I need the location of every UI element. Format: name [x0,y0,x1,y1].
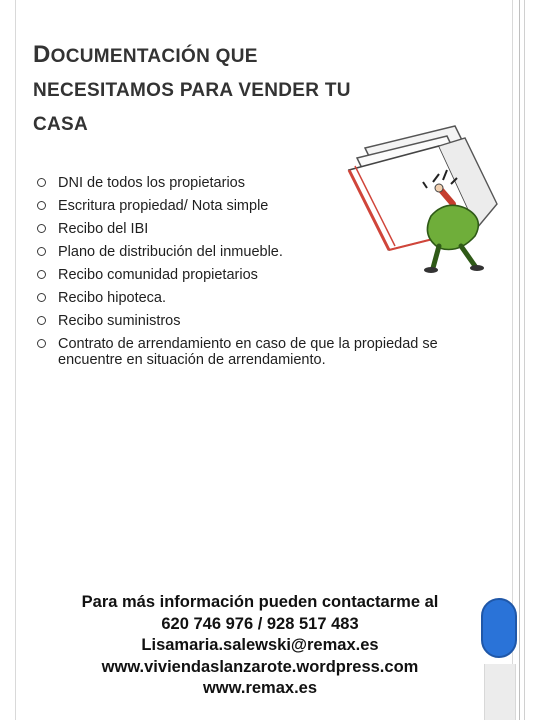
list-item [36,332,466,371]
list-item-text: Plano de distribución del inmueble. [58,243,283,260]
title-line-1-rest: OCUMENTACIÓN QUE [50,46,258,67]
list-item-text: DNI de todos los propietarios [58,174,245,191]
bullet-icon [37,178,46,187]
list-item-text: Recibo del IBI [58,220,149,237]
list-item [36,286,466,309]
bullet-icon [37,339,46,348]
blue-oval-decoration [481,598,517,658]
contact-intro: Para más información pueden contactarme al [81,593,439,611]
bullet-icon [37,224,46,233]
man-under-documents-clipart [335,108,510,273]
list-item-text: Recibo hipoteca. [58,289,167,306]
bullet-icon [37,247,46,256]
bullet-icon [37,293,46,302]
contact-phones: 620 746 976 / 928 517 483 [161,614,359,633]
bullet-icon [37,201,46,210]
title-line-1 [33,38,453,74]
list-item-text: Escritura propiedad/ Nota simple [58,197,269,214]
title-line-2: NECESITAMOS PARA VENDER TU [33,80,351,101]
list-item-text: Contrato de arrendamiento en caso de que la propiedad se encuentre en situación de arrendamiento. [58,335,438,368]
right-divider-line-2 [524,0,525,720]
contact-website-link[interactable]: www.remax.es [202,679,318,697]
list-item-text: Recibo comunidad propietarios [58,266,258,283]
right-divider-line [519,0,520,720]
bullet-icon [37,316,46,325]
contact-blog-link[interactable]: www.viviendaslanzarote.wordpress.com [101,657,419,676]
contact-email[interactable]: Lisamaria.salewski@remax.es [141,636,379,654]
title-line-3: CASA [33,114,89,135]
contact-block [40,592,480,700]
title-initial: D [33,41,51,68]
bullet-icon [37,270,46,279]
grey-bar-decoration [484,664,516,720]
list-item-text: Recibo suministros [58,312,181,329]
list-item [36,309,466,332]
